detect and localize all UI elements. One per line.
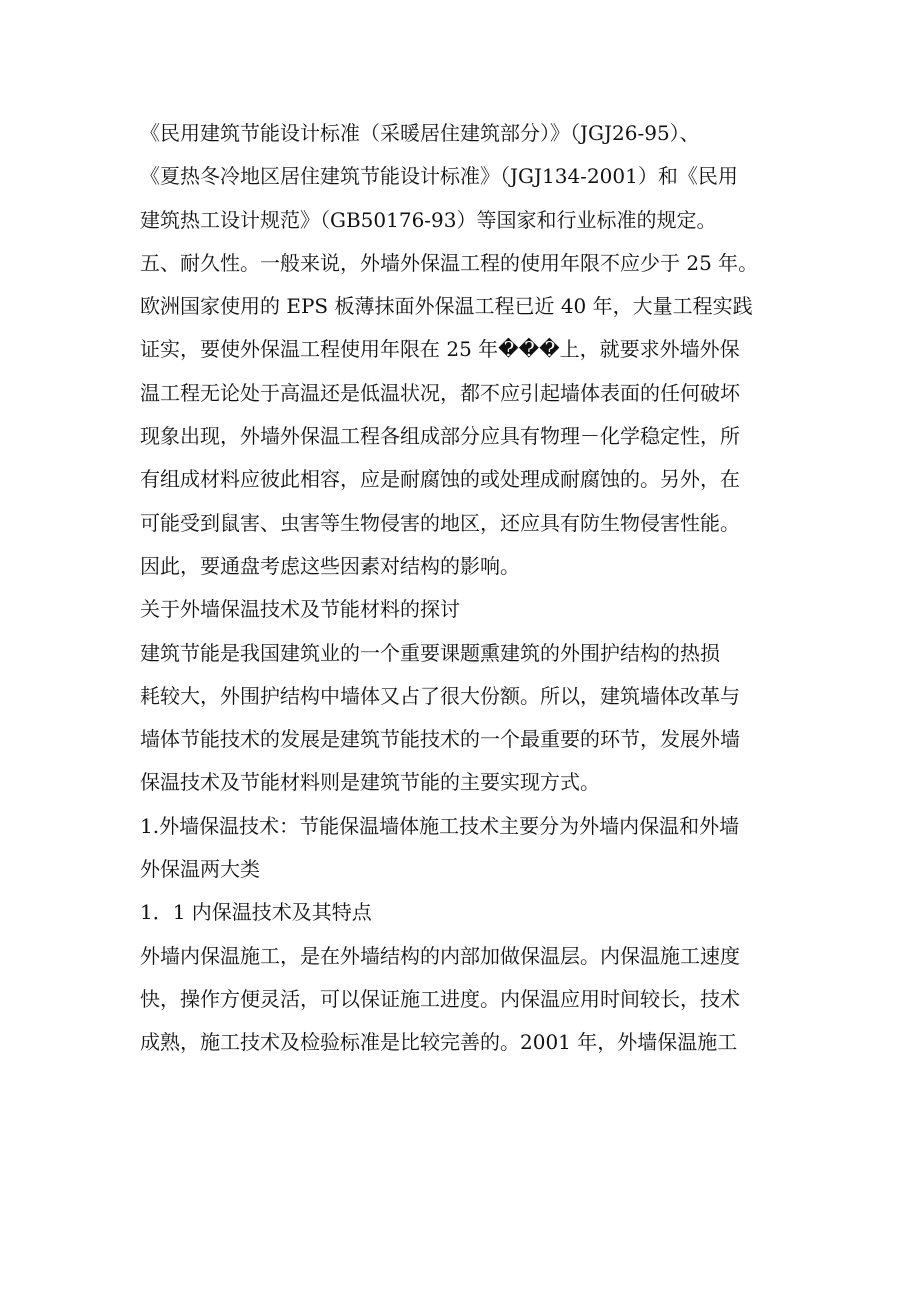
text-line: 《民用建筑节能设计标准（采暖居住建筑部分）》（JGJ26-95）、 bbox=[140, 121, 700, 145]
text-line: 现象出现，外墙外保温工程各组成部分应具有物理－化学稳定性，所 bbox=[140, 424, 740, 449]
text-line: 外保温两大类 bbox=[140, 857, 260, 882]
text-line: 可能受到鼠害、虫害等生物侵害的地区，还应具有防生物侵害性能。 bbox=[140, 510, 740, 535]
section-heading: 关于外墙保温技术及节能材料的探讨 bbox=[140, 597, 460, 622]
text-line: 有组成材料应彼此相容，应是耐腐蚀的或处理成耐腐蚀的。另外，在 bbox=[140, 467, 740, 492]
text-line: 建筑热工设计规范》（GB50176-93）等国家和行业标准的规定。 bbox=[140, 207, 717, 232]
text-line: 建筑节能是我国建筑业的一个重要课题熏建筑的外围护结构的热损 bbox=[140, 640, 720, 665]
text-line: 《夏热冬冷地区居住建筑节能设计标准》（JGJ134-2001）和《民用 bbox=[140, 164, 738, 189]
text-line: 成熟，施工技术及检验标准是比较完善的。2001 年，外墙保温施工 bbox=[140, 1030, 738, 1055]
text-line: 温工程无论处于高温还是低温状况，都不应引起墙体表面的任何破坏 bbox=[140, 380, 740, 405]
text-line: 五、耐久性。一般来说，外墙外保温工程的使用年限不应少于 25 年。 bbox=[140, 250, 759, 275]
text-line: 墙体节能技术的发展是建筑节能技术的一个最重要的环节，发展外墙 bbox=[140, 727, 740, 752]
text-line: 耗较大，外围护结构中墙体又占了很大份额。所以，建筑墙体改革与 bbox=[140, 683, 740, 708]
text-line: 保温技术及节能材料则是建筑节能的主要实现方式。 bbox=[140, 770, 600, 795]
numbered-heading: 1.外墙保温技术：节能保温墙体施工技术主要分为外墙内保温和外墙 bbox=[140, 813, 740, 838]
text-line: 证实，要使外保温工程使用年限在 25 年���上，就要求外墙外保 bbox=[140, 337, 740, 362]
text-line: 外墙内保温施工，是在外墙结构的内部加做保温层。内保温施工速度 bbox=[140, 943, 740, 968]
text-line: 因此，要通盘考虑这些因素对结构的影响。 bbox=[140, 553, 520, 578]
text-line: 快，操作方便灵活，可以保证施工进度。内保温应用时间较长，技术 bbox=[140, 986, 740, 1011]
subsection-heading: 1．1 内保温技术及其特点 bbox=[140, 900, 372, 925]
text-line: 欧洲国家使用的 EPS 板薄抹面外保温工程已近 40 年，大量工程实践 bbox=[140, 294, 753, 319]
document-body bbox=[140, 112, 790, 1065]
